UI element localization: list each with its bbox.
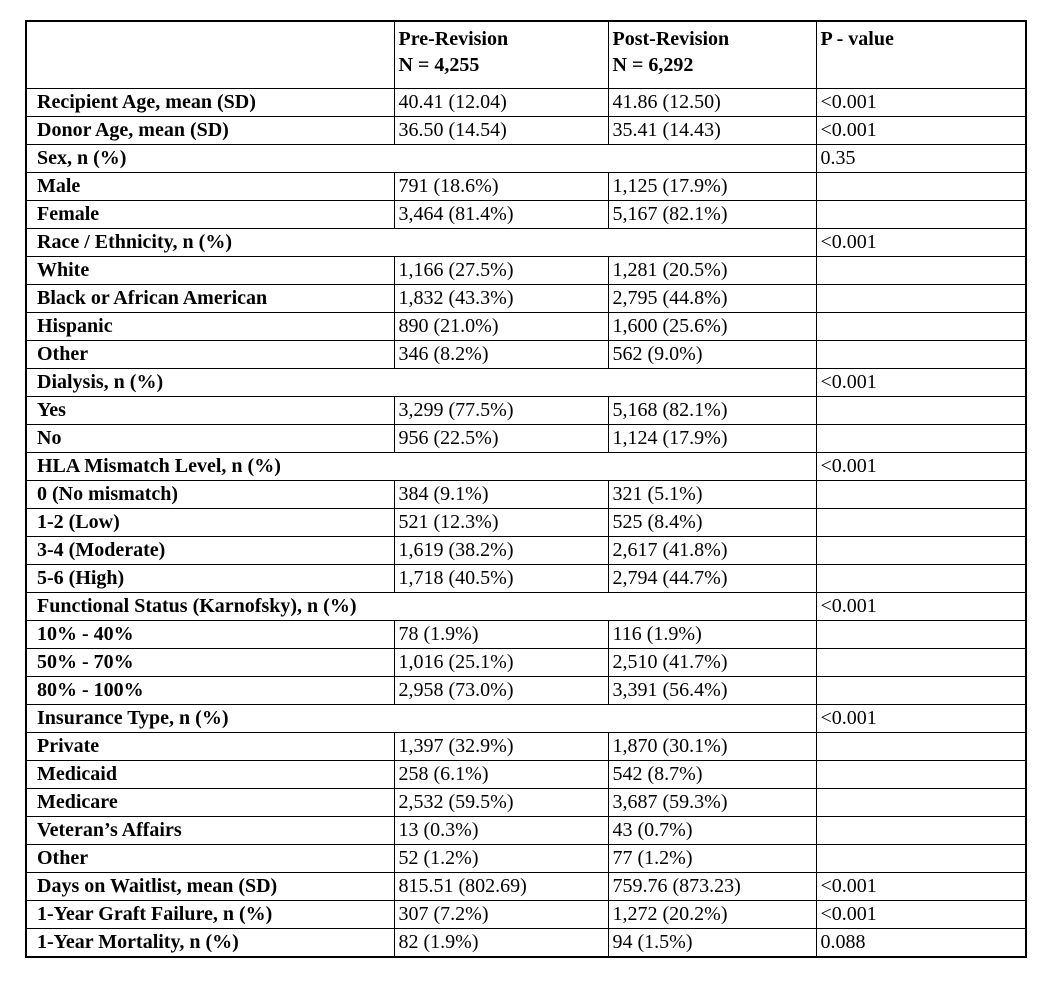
row-label: 10% - 40% bbox=[26, 621, 394, 649]
pre-revision-cell: 1,016 (25.1%) bbox=[394, 649, 608, 677]
post-revision-cell: 2,617 (41.8%) bbox=[608, 537, 816, 565]
cohort-characteristics-table bbox=[25, 20, 1027, 958]
pre-revision-title: Pre-Revision bbox=[398, 28, 509, 50]
pre-revision-cell: 52 (1.2%) bbox=[394, 845, 608, 873]
section-label: Race / Ethnicity, n (%) bbox=[26, 229, 816, 257]
table-row bbox=[26, 397, 1026, 425]
row-label: Donor Age, mean (SD) bbox=[26, 117, 394, 145]
table-row bbox=[26, 89, 1026, 117]
post-revision-cell: 77 (1.2%) bbox=[608, 845, 816, 873]
p-value-cell bbox=[816, 817, 1026, 845]
table-row bbox=[26, 313, 1026, 341]
pre-revision-cell: 791 (18.6%) bbox=[394, 173, 608, 201]
row-label: Female bbox=[26, 201, 394, 229]
pre-revision-cell: 2,532 (59.5%) bbox=[394, 789, 608, 817]
table-row bbox=[26, 621, 1026, 649]
p-value-cell bbox=[816, 425, 1026, 453]
pre-revision-cell: 1,832 (43.3%) bbox=[394, 285, 608, 313]
p-value-cell: 0.35 bbox=[816, 145, 1026, 173]
p-value-cell bbox=[816, 481, 1026, 509]
post-revision-title: Post-Revision bbox=[612, 28, 730, 50]
table-row bbox=[26, 285, 1026, 313]
section-header-row bbox=[26, 229, 1026, 257]
row-label: Medicare bbox=[26, 789, 394, 817]
post-revision-cell: 542 (8.7%) bbox=[608, 761, 816, 789]
p-value-cell: 0.088 bbox=[816, 929, 1026, 958]
post-revision-cell: 1,600 (25.6%) bbox=[608, 313, 816, 341]
pre-revision-cell: 956 (22.5%) bbox=[394, 425, 608, 453]
p-value-cell bbox=[816, 257, 1026, 285]
p-value-cell bbox=[816, 789, 1026, 817]
section-header-row bbox=[26, 705, 1026, 733]
table-row bbox=[26, 509, 1026, 537]
row-label: Black or African American bbox=[26, 285, 394, 313]
p-value-cell bbox=[816, 173, 1026, 201]
section-label: Sex, n (%) bbox=[26, 145, 816, 173]
post-revision-cell: 3,391 (56.4%) bbox=[608, 677, 816, 705]
p-value-cell bbox=[816, 313, 1026, 341]
table-row bbox=[26, 677, 1026, 705]
table-row bbox=[26, 761, 1026, 789]
row-label: 80% - 100% bbox=[26, 677, 394, 705]
table-row bbox=[26, 649, 1026, 677]
pre-revision-n: N = 4,255 bbox=[398, 54, 480, 76]
table-row bbox=[26, 565, 1026, 593]
row-label: Recipient Age, mean (SD) bbox=[26, 89, 394, 117]
pre-revision-cell: 2,958 (73.0%) bbox=[394, 677, 608, 705]
row-label: Medicaid bbox=[26, 761, 394, 789]
row-label: Other bbox=[26, 845, 394, 873]
post-revision-cell: 1,124 (17.9%) bbox=[608, 425, 816, 453]
row-label: Yes bbox=[26, 397, 394, 425]
post-revision-cell: 94 (1.5%) bbox=[608, 929, 816, 958]
post-revision-cell: 116 (1.9%) bbox=[608, 621, 816, 649]
post-revision-cell: 525 (8.4%) bbox=[608, 509, 816, 537]
pre-revision-cell: 82 (1.9%) bbox=[394, 929, 608, 958]
pre-revision-cell: 1,718 (40.5%) bbox=[394, 565, 608, 593]
p-value-cell bbox=[816, 649, 1026, 677]
p-value-cell: <0.001 bbox=[816, 229, 1026, 257]
p-value-cell bbox=[816, 733, 1026, 761]
post-revision-cell: 2,510 (41.7%) bbox=[608, 649, 816, 677]
table-row bbox=[26, 817, 1026, 845]
pre-revision-cell: 78 (1.9%) bbox=[394, 621, 608, 649]
pre-revision-cell: 890 (21.0%) bbox=[394, 313, 608, 341]
header-p-value: P - value bbox=[816, 21, 1026, 89]
header-post-revision bbox=[608, 21, 816, 89]
row-label: Hispanic bbox=[26, 313, 394, 341]
section-label: Functional Status (Karnofsky), n (%) bbox=[26, 593, 816, 621]
p-value-cell: <0.001 bbox=[816, 901, 1026, 929]
p-value-cell bbox=[816, 397, 1026, 425]
row-label: Veteran’s Affairs bbox=[26, 817, 394, 845]
pre-revision-cell: 307 (7.2%) bbox=[394, 901, 608, 929]
post-revision-cell: 562 (9.0%) bbox=[608, 341, 816, 369]
row-label: 50% - 70% bbox=[26, 649, 394, 677]
p-value-cell bbox=[816, 509, 1026, 537]
header-pre-revision bbox=[394, 21, 608, 89]
pre-revision-cell: 3,464 (81.4%) bbox=[394, 201, 608, 229]
table-row bbox=[26, 481, 1026, 509]
p-value-cell bbox=[816, 621, 1026, 649]
row-label: Other bbox=[26, 341, 394, 369]
pre-revision-cell: 3,299 (77.5%) bbox=[394, 397, 608, 425]
p-value-cell bbox=[816, 285, 1026, 313]
post-revision-cell: 1,125 (17.9%) bbox=[608, 173, 816, 201]
p-value-cell: <0.001 bbox=[816, 369, 1026, 397]
section-header-row bbox=[26, 145, 1026, 173]
section-header-row bbox=[26, 593, 1026, 621]
row-label: 5-6 (High) bbox=[26, 565, 394, 593]
p-value-cell: <0.001 bbox=[816, 705, 1026, 733]
section-label: Insurance Type, n (%) bbox=[26, 705, 816, 733]
table-row bbox=[26, 117, 1026, 145]
pre-revision-cell: 1,166 (27.5%) bbox=[394, 257, 608, 285]
p-value-cell bbox=[816, 845, 1026, 873]
post-revision-cell: 35.41 (14.43) bbox=[608, 117, 816, 145]
post-revision-cell: 2,795 (44.8%) bbox=[608, 285, 816, 313]
table-row bbox=[26, 901, 1026, 929]
section-label: HLA Mismatch Level, n (%) bbox=[26, 453, 816, 481]
section-header-row bbox=[26, 369, 1026, 397]
row-label: No bbox=[26, 425, 394, 453]
post-revision-cell: 2,794 (44.7%) bbox=[608, 565, 816, 593]
table-row bbox=[26, 341, 1026, 369]
table-row bbox=[26, 845, 1026, 873]
row-label: 1-2 (Low) bbox=[26, 509, 394, 537]
post-revision-cell: 759.76 (873.23) bbox=[608, 873, 816, 901]
pre-revision-cell: 13 (0.3%) bbox=[394, 817, 608, 845]
post-revision-cell: 41.86 (12.50) bbox=[608, 89, 816, 117]
table-row bbox=[26, 929, 1026, 958]
pre-revision-cell: 815.51 (802.69) bbox=[394, 873, 608, 901]
post-revision-cell: 1,870 (30.1%) bbox=[608, 733, 816, 761]
row-label: Male bbox=[26, 173, 394, 201]
table-row bbox=[26, 201, 1026, 229]
p-value-cell bbox=[816, 565, 1026, 593]
row-label: White bbox=[26, 257, 394, 285]
pre-revision-cell: 1,619 (38.2%) bbox=[394, 537, 608, 565]
p-value-cell: <0.001 bbox=[816, 593, 1026, 621]
p-value-cell bbox=[816, 761, 1026, 789]
post-revision-cell: 3,687 (59.3%) bbox=[608, 789, 816, 817]
pre-revision-cell: 40.41 (12.04) bbox=[394, 89, 608, 117]
p-value-cell: <0.001 bbox=[816, 873, 1026, 901]
post-revision-cell: 1,281 (20.5%) bbox=[608, 257, 816, 285]
post-revision-cell: 43 (0.7%) bbox=[608, 817, 816, 845]
pre-revision-cell: 258 (6.1%) bbox=[394, 761, 608, 789]
pre-revision-cell: 1,397 (32.9%) bbox=[394, 733, 608, 761]
p-value-cell bbox=[816, 201, 1026, 229]
row-label: 3-4 (Moderate) bbox=[26, 537, 394, 565]
pre-revision-cell: 36.50 (14.54) bbox=[394, 117, 608, 145]
post-revision-n: N = 6,292 bbox=[612, 54, 694, 76]
table-row bbox=[26, 873, 1026, 901]
section-header-row bbox=[26, 453, 1026, 481]
post-revision-cell: 1,272 (20.2%) bbox=[608, 901, 816, 929]
row-label: Private bbox=[26, 733, 394, 761]
post-revision-cell: 321 (5.1%) bbox=[608, 481, 816, 509]
p-value-cell bbox=[816, 341, 1026, 369]
post-revision-cell: 5,167 (82.1%) bbox=[608, 201, 816, 229]
table-row bbox=[26, 789, 1026, 817]
section-label: Dialysis, n (%) bbox=[26, 369, 816, 397]
row-label: 1-Year Graft Failure, n (%) bbox=[26, 901, 394, 929]
row-label: Days on Waitlist, mean (SD) bbox=[26, 873, 394, 901]
pre-revision-cell: 521 (12.3%) bbox=[394, 509, 608, 537]
table-row bbox=[26, 257, 1026, 285]
row-label: 1-Year Mortality, n (%) bbox=[26, 929, 394, 958]
header-blank-cell bbox=[26, 21, 394, 89]
post-revision-cell: 5,168 (82.1%) bbox=[608, 397, 816, 425]
table-row bbox=[26, 537, 1026, 565]
table-row bbox=[26, 173, 1026, 201]
p-value-cell bbox=[816, 677, 1026, 705]
header-row bbox=[26, 21, 1026, 89]
table-row bbox=[26, 425, 1026, 453]
row-label: 0 (No mismatch) bbox=[26, 481, 394, 509]
table-row bbox=[26, 733, 1026, 761]
p-value-cell: <0.001 bbox=[816, 453, 1026, 481]
pre-revision-cell: 384 (9.1%) bbox=[394, 481, 608, 509]
p-value-cell: <0.001 bbox=[816, 117, 1026, 145]
p-value-cell bbox=[816, 537, 1026, 565]
pre-revision-cell: 346 (8.2%) bbox=[394, 341, 608, 369]
p-value-cell: <0.001 bbox=[816, 89, 1026, 117]
